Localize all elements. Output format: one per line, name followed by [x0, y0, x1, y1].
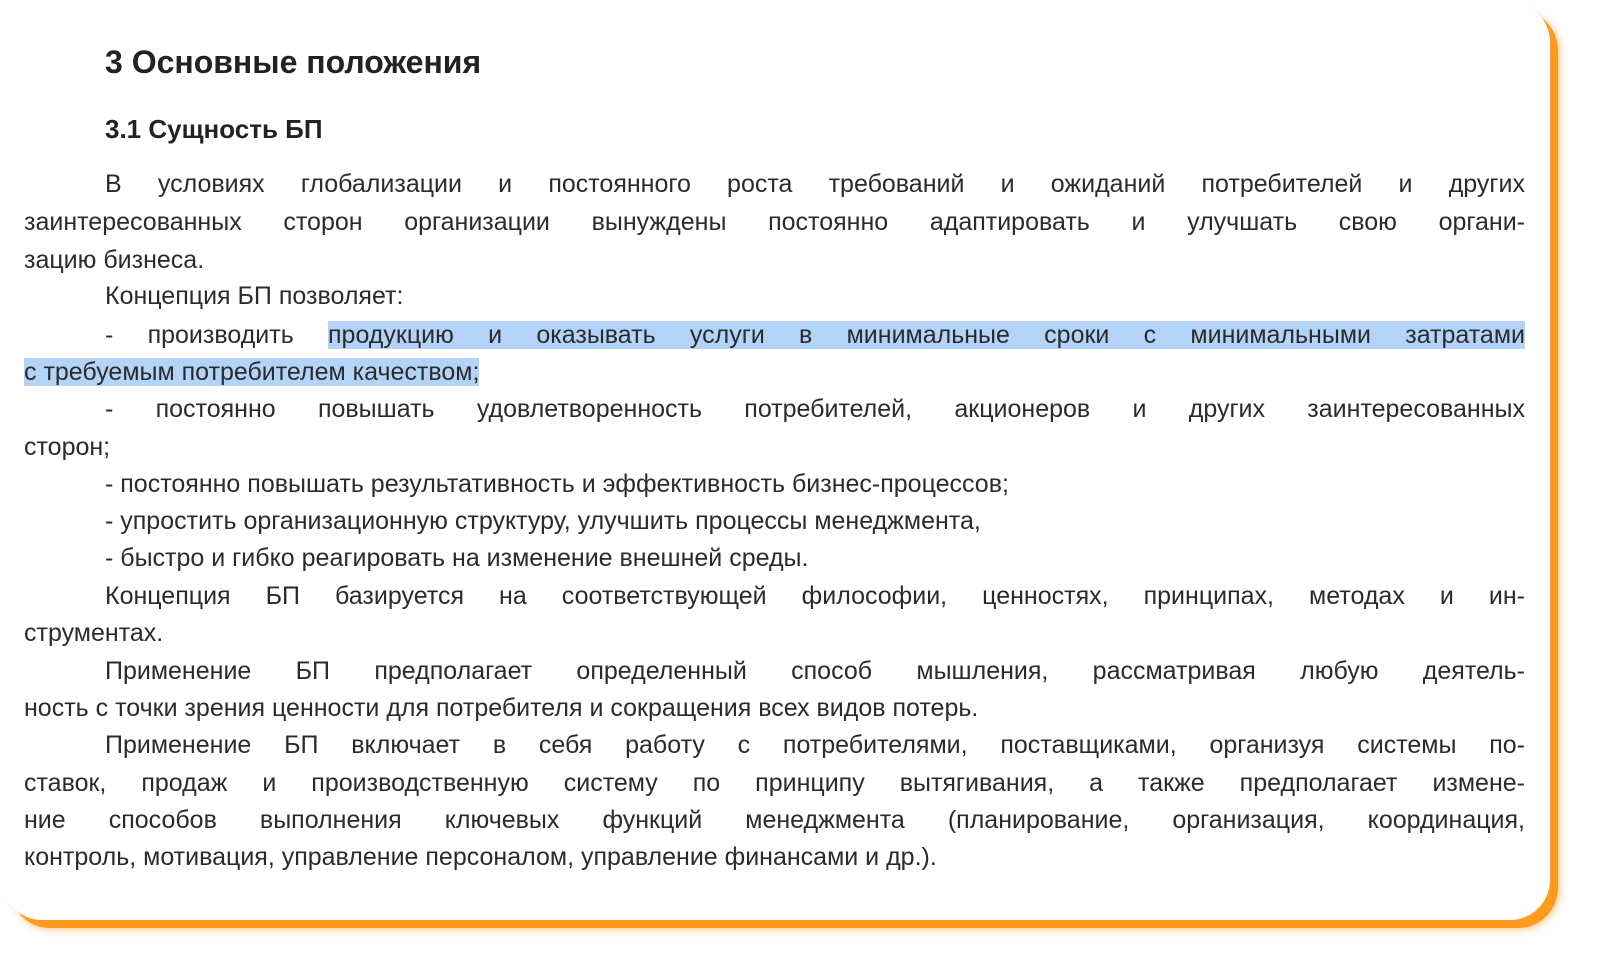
- list-item-line: сторон;: [24, 433, 111, 461]
- paragraph-line: Применение БП включает в себя работу с потребителями, поставщиками, организуя системы по-: [105, 731, 1525, 759]
- list-item-line: - быстро и гибко реагировать на изменение внешней среды.: [105, 544, 809, 572]
- list-item-line: - упростить организационную структуру, улучшить процессы менеджмента,: [105, 507, 981, 535]
- list-item-line: - постоянно повышать удовлетворенность потребителей, акционеров и других заинтересованных: [105, 395, 1525, 423]
- highlighted-text[interactable]: с требуемым потребителем качеством;: [24, 358, 480, 386]
- paragraph-line: контроль, мотивация, управление персоналом, управление финансами и др.).: [24, 843, 937, 871]
- paragraph-line: Концепция БП позволяет:: [105, 282, 404, 310]
- list-item-line: [24, 357, 1525, 387]
- section-heading: 3 Основные положения: [105, 44, 482, 80]
- subsection-heading: 3.1 Сущность БП: [105, 114, 323, 144]
- paragraph-line: заинтересованных сторон организации вынуждены постоянно адаптировать и улучшать свою органи-: [24, 208, 1525, 236]
- paragraph-line: ние способов выполнения ключевых функций менеджмента (планирование, организация, координация,: [24, 806, 1525, 834]
- paragraph-line: ность с точки зрения ценности для потребителя и сокращения всех видов потерь.: [24, 694, 979, 722]
- list-item-line: [105, 320, 1525, 350]
- list-item-line: - постоянно повышать результативность и эффективность бизнес-процессов;: [105, 470, 1009, 498]
- list-item-text: - производить: [105, 321, 329, 349]
- paragraph-line: струментах.: [24, 619, 164, 647]
- paragraph-line: Концепция БП базируется на соответствующей философии, ценностях, принципах, методах и ин-: [105, 582, 1525, 610]
- paragraph-line: зацию бизнеса.: [24, 246, 205, 274]
- paragraph-line: ставок, продаж и производственную систему по принципу вытягивания, а также предполагает измене-: [24, 769, 1525, 797]
- highlighted-text[interactable]: продукцию и оказывать услуги в минимальные сроки с минимальными затратами: [328, 321, 1525, 349]
- paragraph-line: Применение БП предполагает определенный способ мышления, рассматривая любую деятель-: [105, 657, 1525, 685]
- paragraph-line: В условиях глобализации и постоянного роста требований и ожиданий потребителей и других: [105, 170, 1525, 198]
